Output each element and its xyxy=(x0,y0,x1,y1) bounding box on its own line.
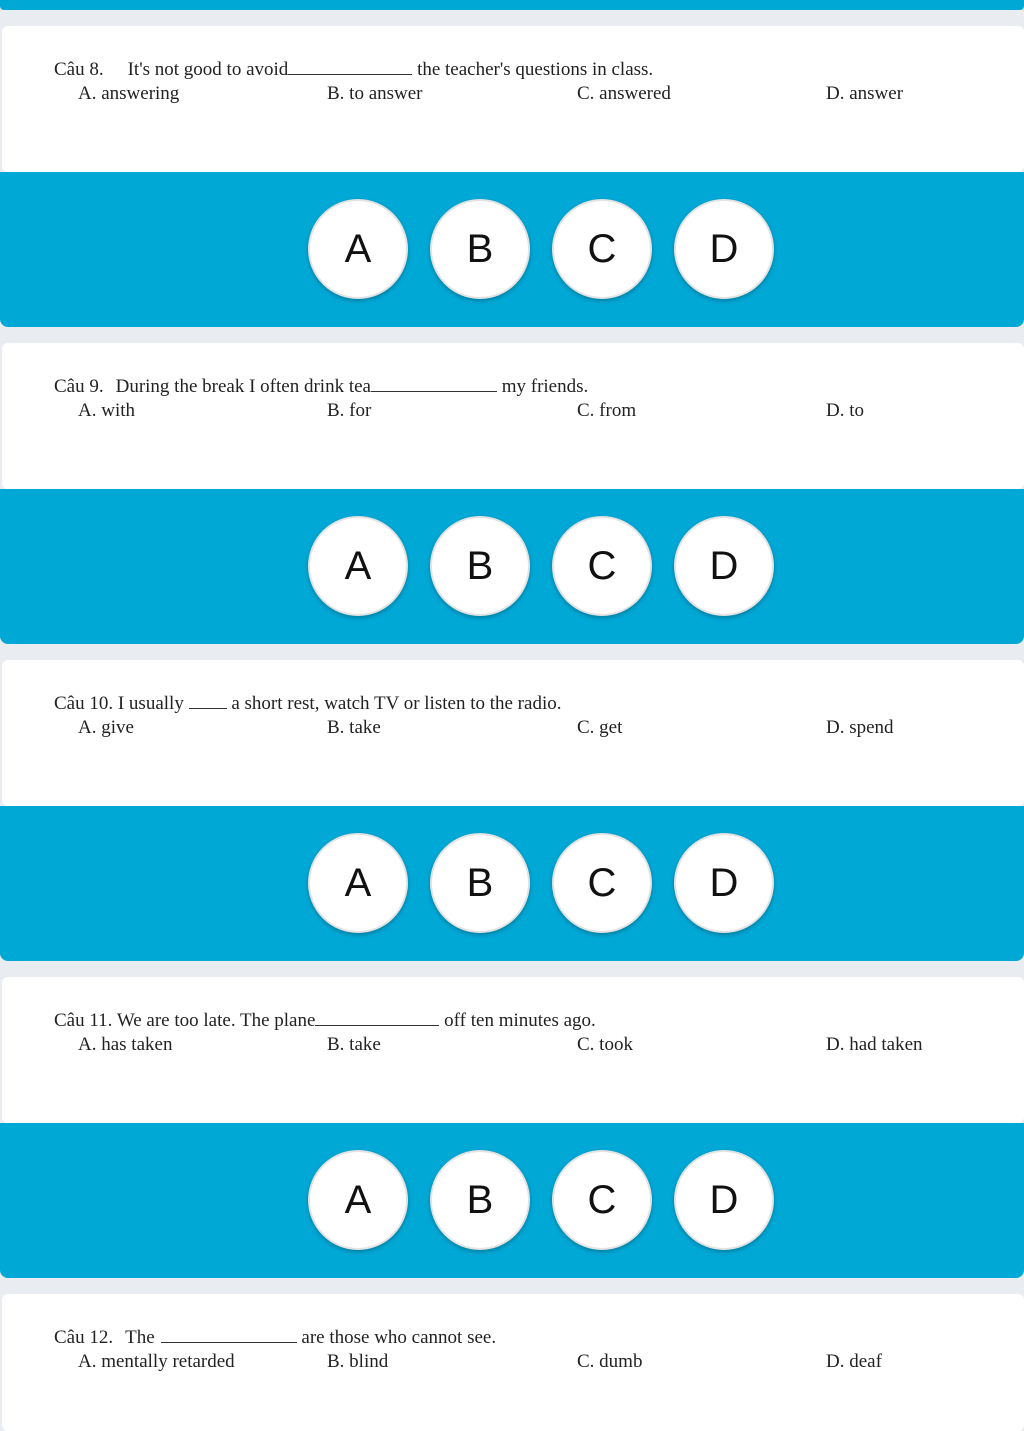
question-text xyxy=(54,693,561,715)
option-a: A. has taken xyxy=(78,1034,173,1055)
answer-blank xyxy=(371,378,497,392)
option-d: D. spend xyxy=(826,717,894,738)
option-a: A. give xyxy=(78,717,134,738)
option-c: C. dumb xyxy=(577,1351,643,1372)
question-stem-before: We are too late. The plane xyxy=(116,1010,316,1031)
answer-button-c[interactable]: C xyxy=(552,1150,652,1250)
question-text xyxy=(54,59,653,81)
option-c: C. answered xyxy=(577,83,671,104)
option-a: A. answering xyxy=(78,83,180,104)
answer-button-b[interactable]: B xyxy=(430,199,530,299)
question-stem-after: are those who cannot see. xyxy=(301,1327,497,1348)
question-stem-before: I usually xyxy=(117,693,184,714)
answer-button-d[interactable]: D xyxy=(674,833,774,933)
question-card-8 xyxy=(2,26,1024,172)
option-d: D. deaf xyxy=(826,1351,882,1372)
answer-bar-11 xyxy=(0,1123,1024,1278)
question-number: Câu 10. xyxy=(54,693,114,714)
option-c: C. took xyxy=(577,1034,633,1055)
answer-bar-10 xyxy=(0,806,1024,961)
question-stem-after: off ten minutes ago. xyxy=(444,1010,596,1031)
answer-bar-9 xyxy=(0,489,1024,644)
question-stem-before: The xyxy=(125,1327,155,1348)
option-c: C. from xyxy=(577,400,637,421)
answer-button-a[interactable]: A xyxy=(308,516,408,616)
answer-button-a[interactable]: A xyxy=(308,1150,408,1250)
answer-button-c[interactable]: C xyxy=(552,833,652,933)
answer-blank xyxy=(288,61,412,75)
option-a: A. mentally retarded xyxy=(78,1351,235,1372)
answer-button-c[interactable]: C xyxy=(552,516,652,616)
answer-button-a[interactable]: A xyxy=(308,199,408,299)
answer-blank xyxy=(189,695,227,709)
question-card-9 xyxy=(2,343,1024,489)
option-c: C. get xyxy=(577,717,623,738)
option-b: B. for xyxy=(327,400,372,421)
question-stem-after: the teacher's questions in class. xyxy=(417,59,654,80)
answer-blank xyxy=(315,1012,439,1026)
question-number: Câu 12. xyxy=(54,1327,114,1348)
option-b: B. blind xyxy=(327,1351,389,1372)
answer-button-c[interactable]: C xyxy=(552,199,652,299)
question-number: Câu 11. xyxy=(54,1010,113,1031)
answer-button-b[interactable]: B xyxy=(430,516,530,616)
question-card-12 xyxy=(2,1294,1024,1431)
answer-button-d[interactable]: D xyxy=(674,516,774,616)
answer-blank xyxy=(161,1329,297,1343)
question-stem-before: It's not good to avoid xyxy=(127,59,289,80)
option-a: A. with xyxy=(78,400,135,421)
question-text xyxy=(54,1327,496,1349)
answer-button-d[interactable]: D xyxy=(674,199,774,299)
option-b: B. to answer xyxy=(327,83,423,104)
option-b: B. take xyxy=(327,1034,381,1055)
option-d: D. to xyxy=(826,400,864,421)
answer-button-a[interactable]: A xyxy=(308,833,408,933)
answer-button-d[interactable]: D xyxy=(674,1150,774,1250)
option-d: D. had taken xyxy=(826,1034,923,1055)
answer-button-b[interactable]: B xyxy=(430,1150,530,1250)
question-stem-after: a short rest, watch TV or listen to the radio. xyxy=(231,693,562,714)
question-number: Câu 8. xyxy=(54,59,104,80)
question-card-11 xyxy=(2,977,1024,1123)
answer-button-b[interactable]: B xyxy=(430,833,530,933)
top-accent-bar xyxy=(0,0,1024,10)
question-stem-after: my friends. xyxy=(501,376,589,397)
question-text xyxy=(54,376,588,398)
question-text xyxy=(54,1010,596,1032)
option-b: B. take xyxy=(327,717,381,738)
question-stem-before: During the break I often drink tea xyxy=(115,376,371,397)
question-number: Câu 9. xyxy=(54,376,104,397)
option-d: D. answer xyxy=(826,83,904,104)
answer-bar-8 xyxy=(0,172,1024,327)
question-card-10 xyxy=(2,660,1024,806)
